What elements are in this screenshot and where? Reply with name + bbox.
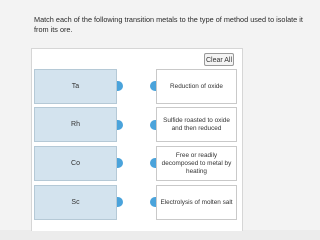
metal-item-co[interactable] <box>34 146 117 181</box>
method-item-reduction-of-oxide[interactable] <box>156 69 237 104</box>
method-item-electrolysis[interactable] <box>156 185 237 220</box>
metal-item-ta[interactable] <box>34 69 117 104</box>
method-label: Sulfide roasted to oxide and then reduced <box>163 116 230 132</box>
question-prompt: Match each of the following transition metals to the type of method used to isolate it from its ore. <box>34 15 303 34</box>
method-label: Electrolysis of molten salt <box>160 198 233 206</box>
metal-label: Rh <box>71 121 80 128</box>
clear-all-button[interactable]: Clear All <box>204 53 234 66</box>
method-label: Reduction of oxide <box>170 82 223 90</box>
metal-label: Sc <box>71 199 80 206</box>
method-label: Free or readily decomposed to metal by heating <box>161 151 232 175</box>
metal-label: Co <box>71 160 80 167</box>
metal-item-sc[interactable] <box>34 185 117 220</box>
method-item-sulfide-roasted[interactable] <box>156 107 237 142</box>
metal-item-rh[interactable] <box>34 107 117 142</box>
metal-label: Ta <box>71 83 80 90</box>
method-item-free-or-decomposed[interactable] <box>156 146 237 181</box>
